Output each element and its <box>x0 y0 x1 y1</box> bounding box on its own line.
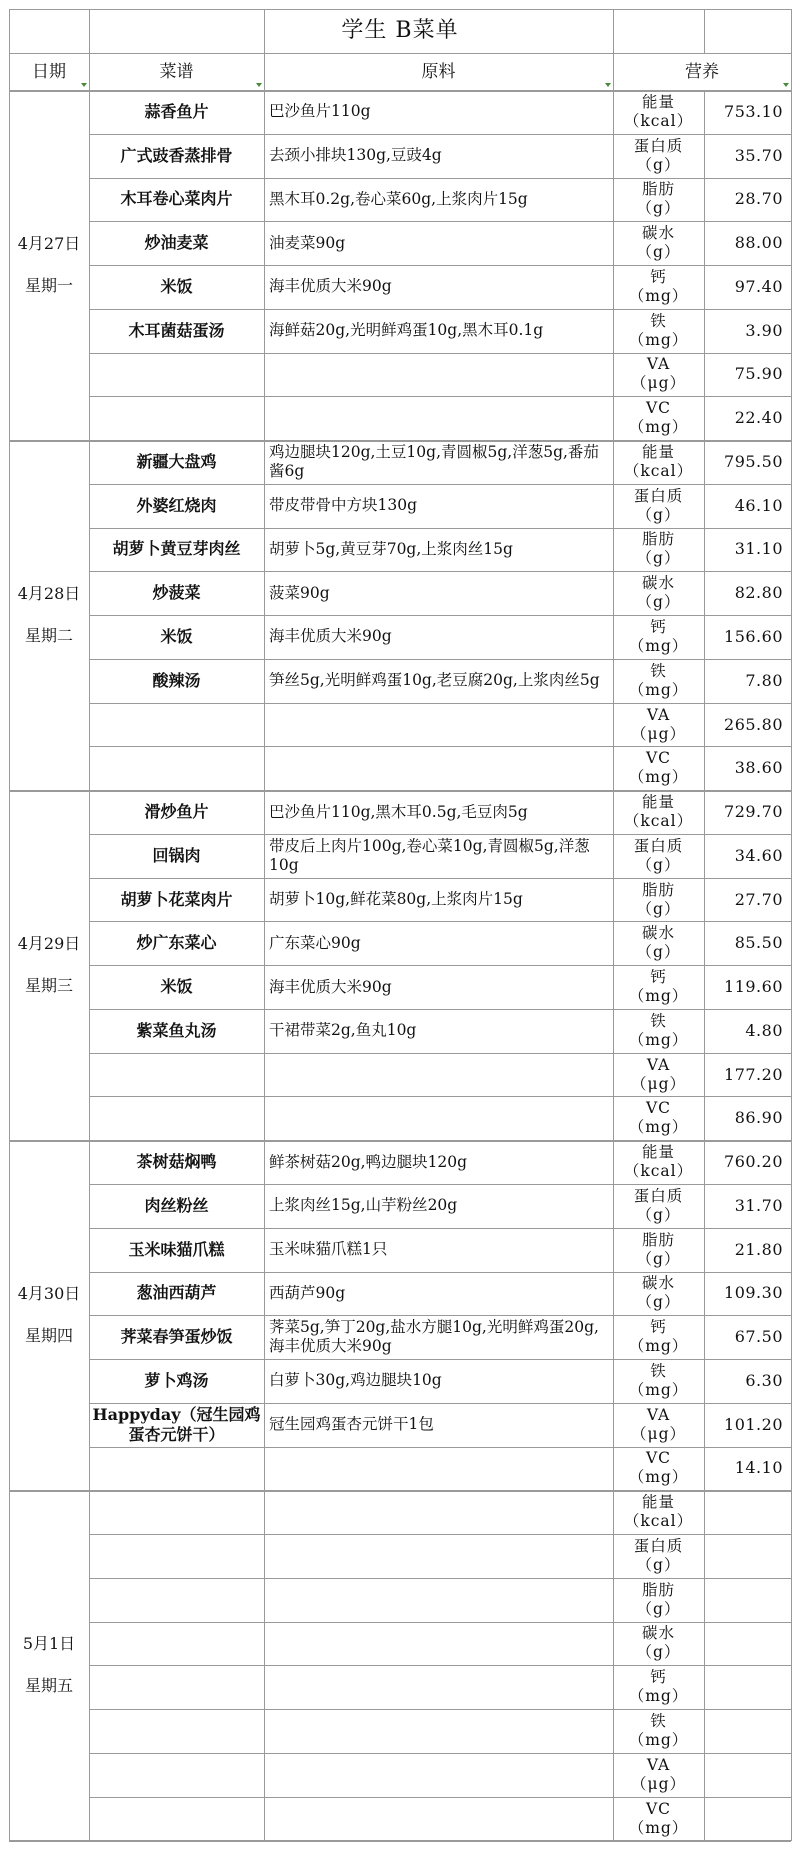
nutrient-value: 729.70 <box>724 802 783 822</box>
nutrient-value: 75.90 <box>734 364 783 384</box>
nutrient-name: 铁 <box>650 1711 667 1730</box>
nutrient-label <box>613 1053 704 1097</box>
nutrient-label <box>613 90 704 134</box>
day-weekday: 星期三 <box>24 976 73 996</box>
nutrient-value: 31.70 <box>734 1195 783 1215</box>
filter-dropdown-icon[interactable] <box>605 83 611 87</box>
header-date: 日期 <box>32 61 66 82</box>
nutrient-name: 碳水 <box>641 574 675 593</box>
day-date: 5月1日 <box>22 1634 76 1654</box>
nutrient-name: 铁 <box>650 1011 667 1030</box>
nutrient-name: 能量 <box>641 1493 675 1512</box>
nutrient-unit: （mg） <box>628 1380 689 1399</box>
nutrient-unit: （g） <box>636 1599 681 1618</box>
nutrient-label <box>613 396 704 440</box>
ingredient-list <box>264 1709 613 1753</box>
nutrient-unit: （mg） <box>628 680 689 699</box>
ingredient-list: 玉米味猫爪糕1只 <box>269 1240 388 1259</box>
nutrient-name: 碳水 <box>641 1624 675 1643</box>
ingredient-list: 带皮带骨中方块130g <box>269 496 418 515</box>
nutrient-name: 蛋白质 <box>633 1186 684 1205</box>
ingredient-list: 菠菜90g <box>269 583 330 602</box>
nutrient-name: 能量 <box>641 92 675 111</box>
ingredient-list: 黑木耳0.2g,卷心菜60g,上浆肉片15g <box>269 189 528 208</box>
nutrient-name: 脂肪 <box>641 1580 675 1599</box>
nutrient-value: 7.80 <box>745 670 783 690</box>
nutrient-unit: （mg） <box>628 636 689 655</box>
ingredient-list: 荠菜5g,笋丁20g,盐水方腿10g,光明鲜鸡蛋20g,海丰优质大米90g <box>269 1318 599 1356</box>
nutrient-value <box>704 1665 791 1709</box>
nutrient-value <box>704 1709 791 1753</box>
nutrient-name: 碳水 <box>641 924 675 943</box>
nutrient-value: 265.80 <box>724 714 783 734</box>
day-date: 4月29日 <box>17 934 81 954</box>
dish-name: 萝卜鸡汤 <box>144 1370 209 1390</box>
ingredient-list <box>264 1753 613 1797</box>
nutrient-value: 38.60 <box>734 758 783 778</box>
nutrient-name: 碳水 <box>641 1274 675 1293</box>
dish-name: 蒜香鱼片 <box>144 101 209 121</box>
ingredient-list <box>264 1053 613 1097</box>
nutrient-value: 34.60 <box>734 845 783 865</box>
ingredient-list <box>264 1578 613 1622</box>
nutrient-unit: （g） <box>636 943 681 962</box>
dish-name <box>89 1447 264 1491</box>
dish-name: 炒广东菜心 <box>136 933 217 953</box>
nutrient-value: 109.30 <box>724 1283 783 1303</box>
nutrient-value: 28.70 <box>734 189 783 209</box>
nutrient-name: 能量 <box>641 1143 675 1162</box>
nutrient-name: 脂肪 <box>641 1230 675 1249</box>
nutrient-label <box>613 1009 704 1053</box>
nutrient-unit: （μg） <box>631 724 686 743</box>
ingredient-list: 上浆肉丝15g,山芋粉丝20g <box>269 1196 458 1215</box>
nutrient-value <box>704 1797 791 1841</box>
ingredient-list <box>264 1534 613 1578</box>
nutrient-unit: （mg） <box>628 1687 689 1706</box>
dish-name <box>89 1709 264 1753</box>
ingredient-list <box>264 746 613 790</box>
grid-line <box>9 53 791 54</box>
dish-name <box>89 1797 264 1841</box>
nutrient-value: 21.80 <box>734 1239 783 1259</box>
dish-name: 荠菜春笋蛋炒饭 <box>120 1327 233 1347</box>
ingredient-list: 干裙带菜2g,鱼丸10g <box>269 1021 417 1040</box>
ingredient-list: 西葫芦90g <box>269 1283 346 1302</box>
nutrient-unit: （kcal） <box>623 461 694 480</box>
nutrient-value: 35.70 <box>734 145 783 165</box>
nutrient-label <box>613 878 704 922</box>
nutrient-name: VA <box>646 355 671 374</box>
nutrient-label <box>613 134 704 178</box>
nutrient-value <box>704 1490 791 1534</box>
nutrient-label <box>613 528 704 572</box>
nutrient-name: 铁 <box>650 1361 667 1380</box>
nutrient-name: 碳水 <box>641 224 675 243</box>
dish-name <box>89 1490 264 1534</box>
dish-name: 米饭 <box>160 626 193 646</box>
nutrient-unit: （kcal） <box>623 1162 694 1181</box>
dish-name <box>89 1578 264 1622</box>
nutrient-unit: （mg） <box>628 330 689 349</box>
nutrient-unit: （kcal） <box>623 812 694 831</box>
nutrient-name: VA <box>646 1755 671 1774</box>
nutrient-value: 14.10 <box>734 1458 783 1478</box>
nutrient-label <box>613 484 704 528</box>
grid-line <box>9 9 791 10</box>
nutrient-unit: （g） <box>636 1555 681 1574</box>
nutrient-value: 27.70 <box>734 889 783 909</box>
nutrient-name: 脂肪 <box>641 880 675 899</box>
ingredient-list: 胡萝卜10g,鲜花菜80g,上浆肉片15g <box>269 890 523 909</box>
grid-line <box>613 9 614 53</box>
ingredient-list <box>264 353 613 397</box>
nutrient-name: VA <box>646 705 671 724</box>
nutrient-value: 101.20 <box>724 1414 783 1434</box>
nutrient-unit: （g） <box>636 155 681 174</box>
menu-title: 学生 B菜单 <box>341 18 459 43</box>
nutrient-label <box>613 1184 704 1228</box>
nutrient-unit: （g） <box>636 549 681 568</box>
dish-name: 葱油西葫芦 <box>136 1283 217 1303</box>
ingredient-list <box>264 1622 613 1666</box>
day-weekday: 星期五 <box>24 1676 73 1696</box>
nutrient-name: VC <box>645 1799 672 1818</box>
dish-name: 玉米味猫爪糕 <box>128 1239 225 1259</box>
nutrient-unit: （mg） <box>628 1030 689 1049</box>
nutrient-value: 97.40 <box>734 276 783 296</box>
nutrient-unit: （kcal） <box>623 111 694 130</box>
day-date-cell <box>9 1140 89 1490</box>
dish-name <box>89 353 264 397</box>
nutrient-unit: （mg） <box>628 1818 689 1837</box>
dish-name: 胡萝卜花菜肉片 <box>120 889 233 909</box>
dish-name: 木耳卷心菜肉片 <box>120 189 233 209</box>
ingredient-list <box>264 1096 613 1140</box>
nutrient-value: 753.10 <box>724 101 783 121</box>
dish-name: 胡萝卜黄豆芽肉丝 <box>112 539 241 559</box>
nutrient-value: 6.30 <box>745 1370 783 1390</box>
ingredient-list: 去颈小排块130g,豆豉4g <box>269 146 442 165</box>
day-weekday: 星期一 <box>24 276 73 296</box>
nutrient-name: VA <box>646 1405 671 1424</box>
dish-name <box>89 1622 264 1666</box>
nutrient-unit: （g） <box>636 1643 681 1662</box>
nutrient-label <box>613 1622 704 1666</box>
nutrient-value <box>704 1753 791 1797</box>
nutrient-unit: （μg） <box>631 374 686 393</box>
nutrient-unit: （mg） <box>628 1118 689 1137</box>
ingredient-list <box>264 1490 613 1534</box>
day-date-cell <box>9 1490 89 1840</box>
day-weekday: 星期四 <box>24 1326 73 1346</box>
ingredient-list <box>264 1447 613 1491</box>
ingredient-list <box>264 1665 613 1709</box>
day-weekday: 星期二 <box>24 626 73 646</box>
dish-name: 外婆红烧肉 <box>136 495 217 515</box>
nutrient-label <box>613 1096 704 1140</box>
nutrient-name: 钙 <box>650 968 667 987</box>
nutrient-label <box>613 1272 704 1316</box>
day-date-cell <box>9 790 89 1140</box>
nutrient-unit: （mg） <box>628 768 689 787</box>
nutrient-unit: （mg） <box>628 987 689 1006</box>
nutrient-unit: （μg） <box>631 1424 686 1443</box>
ingredient-list: 白萝卜30g,鸡边腿块10g <box>269 1371 442 1390</box>
nutrient-unit: （g） <box>636 855 681 874</box>
nutrient-name: VC <box>645 1449 672 1468</box>
dish-name: 酸辣汤 <box>152 670 201 690</box>
day-date-cell <box>9 440 89 790</box>
nutrient-label <box>613 353 704 397</box>
nutrient-label <box>613 834 704 878</box>
dish-name <box>89 1534 264 1578</box>
nutrient-label <box>613 615 704 659</box>
nutrient-unit: （mg） <box>628 1468 689 1487</box>
nutrient-value: 177.20 <box>724 1064 783 1084</box>
nutrient-label <box>613 1447 704 1491</box>
dish-name: 肉丝粉丝 <box>144 1195 209 1215</box>
nutrient-label <box>613 1228 704 1272</box>
nutrient-name: 钙 <box>650 1668 667 1687</box>
nutrient-unit: （g） <box>636 593 681 612</box>
nutrient-unit: （kcal） <box>623 1512 694 1531</box>
filter-dropdown-icon[interactable] <box>81 83 87 87</box>
nutrient-value <box>704 1534 791 1578</box>
nutrient-name: VC <box>645 749 672 768</box>
grid-line <box>704 9 705 53</box>
dish-name <box>89 1665 264 1709</box>
nutrient-label <box>613 1490 704 1534</box>
nutrient-name: VA <box>646 1055 671 1074</box>
nutrient-label <box>613 265 704 309</box>
nutrient-value: 85.50 <box>734 933 783 953</box>
ingredient-list <box>264 1797 613 1841</box>
dish-name: 木耳菌菇蛋汤 <box>128 320 225 340</box>
nutrient-value: 31.10 <box>734 539 783 559</box>
ingredient-list: 鲜茶树菇20g,鸭边腿块120g <box>269 1152 468 1171</box>
nutrient-name: 脂肪 <box>641 180 675 199</box>
nutrient-label <box>613 921 704 965</box>
grid-line <box>9 1840 791 1842</box>
nutrient-value: 3.90 <box>745 320 783 340</box>
ingredient-list: 海丰优质大米90g <box>269 627 392 646</box>
nutrient-unit: （mg） <box>628 418 689 437</box>
nutrient-label <box>613 1534 704 1578</box>
nutrient-name: 能量 <box>641 442 675 461</box>
day-date-cell <box>9 90 89 440</box>
nutrient-label <box>613 1315 704 1359</box>
ingredient-list: 海丰优质大米90g <box>269 277 392 296</box>
header-dish: 菜谱 <box>159 61 194 82</box>
ingredient-list <box>264 703 613 747</box>
dish-name <box>89 396 264 440</box>
nutrient-value: 88.00 <box>734 233 783 253</box>
dish-name: 回锅肉 <box>152 845 201 865</box>
grid-line <box>264 9 265 53</box>
day-date: 4月30日 <box>17 1284 81 1304</box>
nutrient-name: VC <box>645 1099 672 1118</box>
nutrient-value: 86.90 <box>734 1108 783 1128</box>
nutrient-name: 蛋白质 <box>633 486 684 505</box>
nutrient-label <box>613 221 704 265</box>
dish-name <box>89 703 264 747</box>
day-date: 4月27日 <box>17 234 81 254</box>
nutrient-label <box>613 571 704 615</box>
nutrient-label <box>613 1403 704 1447</box>
header-nutrition: 营养 <box>685 61 719 82</box>
nutrient-name: 蛋白质 <box>633 836 684 855</box>
nutrient-label <box>613 178 704 222</box>
nutrient-name: 铁 <box>650 311 667 330</box>
nutrient-label <box>613 1753 704 1797</box>
nutrient-unit: （mg） <box>628 1337 689 1356</box>
nutrient-label <box>613 1359 704 1403</box>
nutrient-name: 铁 <box>650 661 667 680</box>
nutrient-label <box>613 440 704 484</box>
nutrient-value: 795.50 <box>724 451 783 471</box>
nutrient-value: 46.10 <box>734 495 783 515</box>
nutrient-name: 脂肪 <box>641 530 675 549</box>
dish-name: 米饭 <box>160 977 193 997</box>
nutrient-unit: （μg） <box>631 1774 686 1793</box>
nutrient-unit: （mg） <box>628 286 689 305</box>
dish-name: 新疆大盘鸡 <box>136 451 217 471</box>
nutrient-name: 蛋白质 <box>633 136 684 155</box>
nutrient-label <box>613 965 704 1009</box>
dish-name: Happyday（冠生园鸡蛋杏元饼干） <box>92 1404 261 1444</box>
ingredient-list: 带皮后上肉片100g,卷心菜10g,青圆椒5g,洋葱10g <box>269 836 590 874</box>
nutrient-label <box>613 1709 704 1753</box>
nutrient-value: 760.20 <box>724 1152 783 1172</box>
nutrient-unit: （μg） <box>631 1074 686 1093</box>
ingredient-list: 笋丝5g,光明鲜鸡蛋10g,老豆腐20g,上浆肉丝5g <box>269 671 600 690</box>
ingredient-list: 广东菜心90g <box>269 933 361 952</box>
ingredient-list <box>264 396 613 440</box>
nutrient-label <box>613 309 704 353</box>
grid-line <box>791 9 792 1841</box>
ingredient-list: 胡萝卜5g,黄豆芽70g,上浆肉丝15g <box>269 539 513 558</box>
nutrient-label <box>613 703 704 747</box>
ingredient-list: 巴沙鱼片110g,黑木耳0.5g,毛豆肉5g <box>269 802 528 821</box>
nutrient-value <box>704 1622 791 1666</box>
dish-name: 茶树菇焖鸭 <box>136 1152 217 1172</box>
dish-name: 米饭 <box>160 276 193 296</box>
nutrient-value: 156.60 <box>724 626 783 646</box>
day-date: 4月28日 <box>17 584 81 604</box>
nutrient-unit: （mg） <box>628 1730 689 1749</box>
nutrient-unit: （g） <box>636 1205 681 1224</box>
nutrient-label <box>613 1797 704 1841</box>
nutrient-unit: （g） <box>636 505 681 524</box>
dish-name: 紫菜鱼丸汤 <box>136 1020 217 1040</box>
nutrient-name: 蛋白质 <box>633 1536 684 1555</box>
nutrient-value: 4.80 <box>745 1020 783 1040</box>
ingredient-list: 海丰优质大米90g <box>269 977 392 996</box>
nutrient-label <box>613 790 704 834</box>
ingredient-list: 鸡边腿块120g,土豆10g,青圆椒5g,洋葱5g,番茄酱6g <box>269 442 599 480</box>
filter-dropdown-icon[interactable] <box>783 83 789 87</box>
dish-name: 炒菠菜 <box>152 583 201 603</box>
ingredient-list: 巴沙鱼片110g <box>269 102 371 121</box>
nutrient-unit: （g） <box>636 899 681 918</box>
nutrient-unit: （g） <box>636 243 681 262</box>
nutrient-unit: （g） <box>636 1293 681 1312</box>
ingredient-list: 油麦菜90g <box>269 233 346 252</box>
dish-name <box>89 1096 264 1140</box>
nutrient-value: 22.40 <box>734 408 783 428</box>
nutrient-value: 119.60 <box>724 977 783 997</box>
nutrient-name: 钙 <box>650 1318 667 1337</box>
dish-name <box>89 1053 264 1097</box>
nutrient-label <box>613 746 704 790</box>
nutrient-value: 82.80 <box>734 583 783 603</box>
dish-name: 广式豉香蒸排骨 <box>120 145 233 165</box>
nutrient-value: 67.50 <box>734 1327 783 1347</box>
nutrient-name: VC <box>645 399 672 418</box>
dish-name: 炒油麦菜 <box>144 233 209 253</box>
nutrient-label <box>613 1665 704 1709</box>
grid-line <box>89 9 90 53</box>
nutrient-name: 钙 <box>650 617 667 636</box>
nutrient-name: 钙 <box>650 267 667 286</box>
nutrient-label <box>613 659 704 703</box>
header-ingredients: 原料 <box>421 61 456 82</box>
ingredient-list: 冠生园鸡蛋杏元饼干1包 <box>269 1415 434 1434</box>
dish-name <box>89 1753 264 1797</box>
ingredient-list: 海鲜菇20g,光明鲜鸡蛋10g,黑木耳0.1g <box>269 321 544 340</box>
nutrient-unit: （g） <box>636 199 681 218</box>
nutrient-name: 能量 <box>641 793 675 812</box>
nutrient-label <box>613 1578 704 1622</box>
dish-name <box>89 746 264 790</box>
nutrient-unit: （g） <box>636 1249 681 1268</box>
nutrient-label <box>613 1140 704 1184</box>
dish-name: 滑炒鱼片 <box>144 802 209 822</box>
nutrient-value <box>704 1578 791 1622</box>
filter-dropdown-icon[interactable] <box>256 83 262 87</box>
